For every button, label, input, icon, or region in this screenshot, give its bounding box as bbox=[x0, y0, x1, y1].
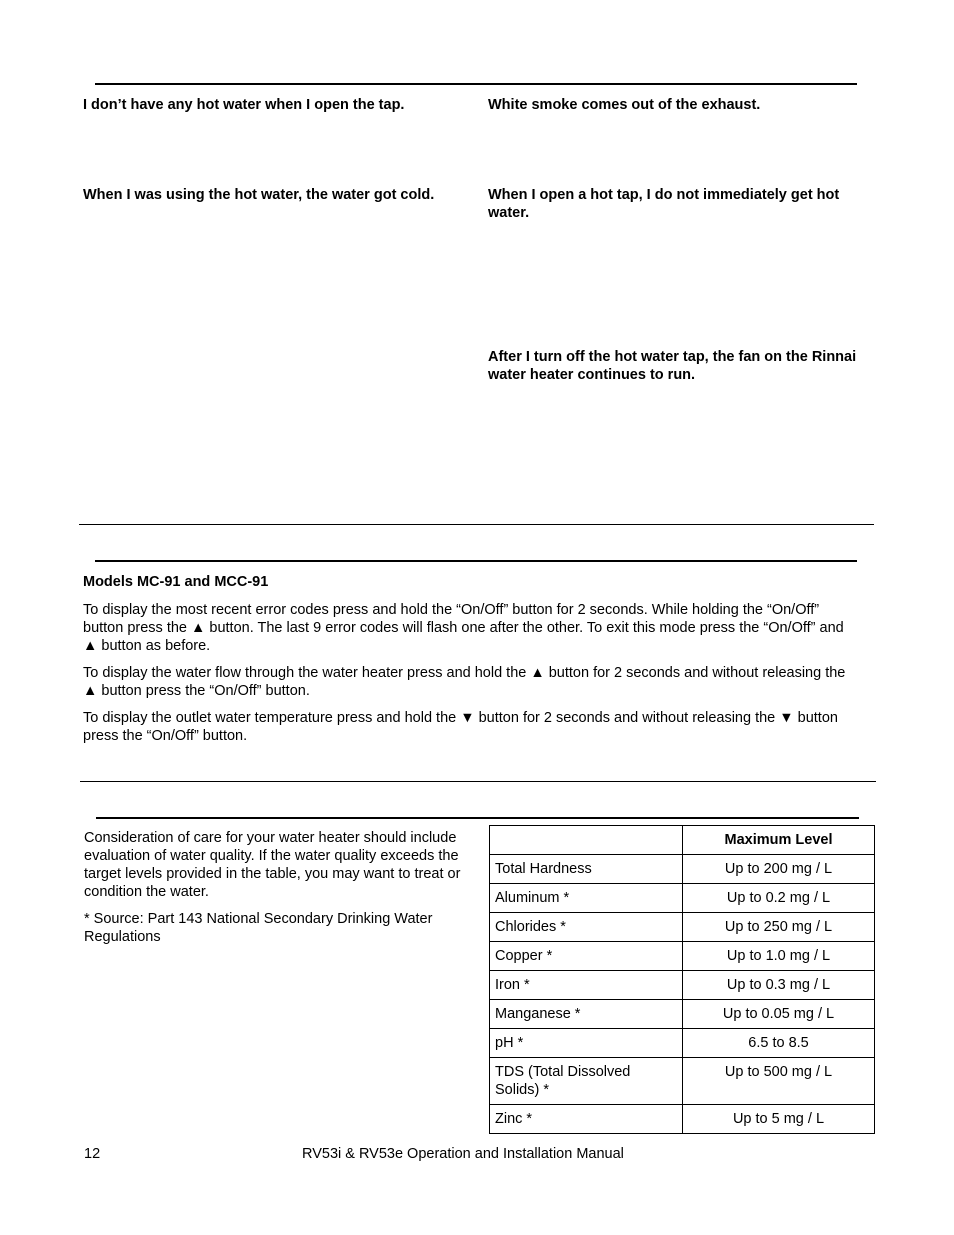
diagnostics-body bbox=[83, 601, 861, 754]
diagnostics-paragraph: To display the water flow through the water heater press and hold the ▲ button for 2 seconds and without releasing the ▲ button press the “On/Off” button. bbox=[83, 665, 846, 699]
table-cell-parameter: Manganese * bbox=[490, 1000, 683, 1029]
table-row bbox=[490, 1058, 875, 1105]
question-fan-continues: After I turn off the hot water tap, the fan on the Rinnai water heater continues to run. bbox=[488, 349, 857, 383]
section-divider-1 bbox=[79, 524, 874, 525]
table-cell-level: Up to 5 mg / L bbox=[683, 1105, 875, 1134]
diagnostics-paragraph: To display the most recent error codes press and hold the “On/Off” button for 2 seconds. While holding the “On/Off” button press the ▲ button. The last 9 error codes will flash one after the other. To exit this mode press the “On/Off” and ▲ button as before. bbox=[83, 602, 844, 654]
table-row bbox=[490, 855, 875, 884]
water-quality-source: * Source: Part 143 National Secondary Drinking Water Regulations bbox=[84, 911, 433, 945]
question-no-hot-water: I don’t have any hot water when I open the tap. bbox=[83, 97, 405, 113]
water-quality-intro: Consideration of care for your water heater should include evaluation of water quality. If the water quality exceeds the target levels provided in the table, you may want to treat or condition the water. bbox=[84, 830, 461, 900]
table-header-cell: Maximum Level bbox=[683, 826, 875, 855]
question-water-got-cold: When I was using the hot water, the water got cold. bbox=[83, 187, 435, 203]
table-cell-parameter: Total Hardness bbox=[490, 855, 683, 884]
page-number: 12 bbox=[84, 1146, 101, 1162]
table-cell-level: Up to 200 mg / L bbox=[683, 855, 875, 884]
table-cell-level: 6.5 to 8.5 bbox=[683, 1029, 875, 1058]
table-cell-parameter: TDS (Total Dissolved Solids) * bbox=[490, 1058, 683, 1105]
table-cell-parameter: Copper * bbox=[490, 942, 683, 971]
table-header-row bbox=[490, 826, 875, 855]
manual-title: RV53i & RV53e Operation and Installation Manual bbox=[302, 1146, 624, 1162]
table-row bbox=[490, 1105, 875, 1134]
table-cell-level: Up to 0.2 mg / L bbox=[683, 884, 875, 913]
question-white-smoke: White smoke comes out of the exhaust. bbox=[488, 97, 761, 113]
table-row bbox=[490, 942, 875, 971]
section-rule-diagnostics bbox=[95, 560, 857, 562]
section-divider-2 bbox=[80, 781, 876, 782]
table-cell-parameter: pH * bbox=[490, 1029, 683, 1058]
table-header-cell bbox=[490, 826, 683, 855]
table-cell-parameter: Iron * bbox=[490, 971, 683, 1000]
table-row bbox=[490, 1000, 875, 1029]
table-cell-level: Up to 0.05 mg / L bbox=[683, 1000, 875, 1029]
water-quality-table bbox=[489, 825, 875, 1134]
question-no-immediate-hot-water: When I open a hot tap, I do not immediately get hot water. bbox=[488, 187, 840, 221]
table-row bbox=[490, 913, 875, 942]
table-row bbox=[490, 1029, 875, 1058]
table-cell-level: Up to 1.0 mg / L bbox=[683, 942, 875, 971]
table-cell-parameter: Zinc * bbox=[490, 1105, 683, 1134]
table-row bbox=[490, 971, 875, 1000]
section-rule-troubleshooting bbox=[95, 83, 857, 85]
water-quality-text bbox=[84, 829, 469, 955]
table-row bbox=[490, 884, 875, 913]
section-rule-water-quality bbox=[96, 817, 859, 819]
diagnostics-subheading: Models MC-91 and MCC-91 bbox=[83, 574, 269, 590]
diagnostics-paragraph: To display the outlet water temperature press and hold the ▼ button for 2 seconds and without releasing the ▼ button press the “On/Off” button. bbox=[83, 710, 838, 744]
table-cell-level: Up to 500 mg / L bbox=[683, 1058, 875, 1105]
table-cell-parameter: Chlorides * bbox=[490, 913, 683, 942]
table-cell-level: Up to 0.3 mg / L bbox=[683, 971, 875, 1000]
table-cell-parameter: Aluminum * bbox=[490, 884, 683, 913]
table-cell-level: Up to 250 mg / L bbox=[683, 913, 875, 942]
